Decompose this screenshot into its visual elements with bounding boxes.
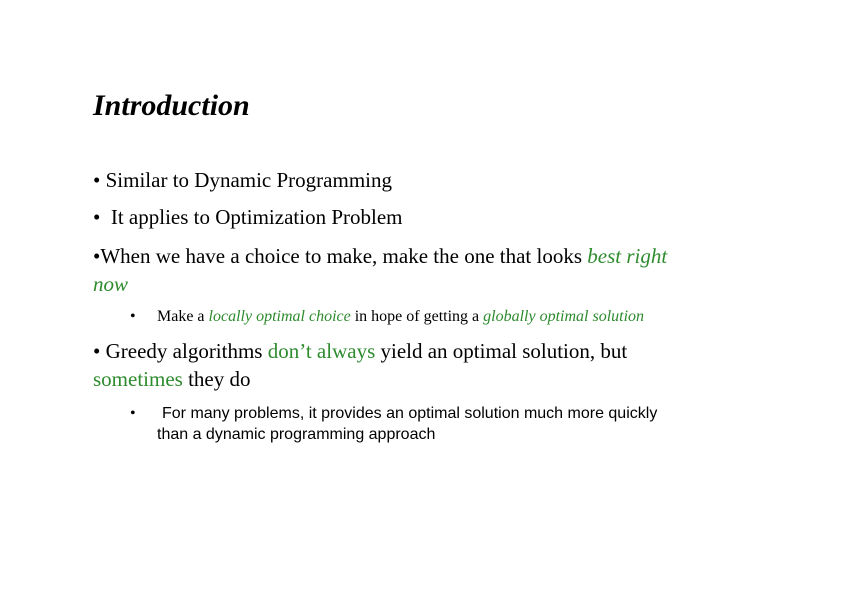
emphasis-now: now — [93, 272, 129, 296]
spacer — [100, 205, 111, 229]
bullet-text: Similar to Dynamic Programming — [105, 168, 392, 192]
bullet-text: Make a — [157, 308, 209, 325]
sub-bullet-many-problems — [130, 403, 820, 445]
emphasis-best-right: best right — [587, 244, 668, 268]
slide-title: Introduction — [93, 89, 250, 122]
bullet-text: they do — [182, 367, 251, 391]
bullet-marker: • — [93, 339, 101, 363]
bullet-text: When we have a choice to make, make the one that looks — [100, 244, 588, 268]
bullet-marker: • — [130, 405, 136, 422]
bullet-marker: • — [93, 244, 101, 268]
emphasis-globally-optimal: globally optimal solution — [483, 308, 645, 325]
bullet-similar-dp — [93, 166, 392, 194]
bullet-text-line2: than a dynamic programming approach — [157, 426, 436, 443]
bullet-greedy-line1 — [93, 337, 627, 365]
bullet-text-line1: For many problems, it provides an optimal solution much more quickly — [162, 405, 658, 422]
bullet-choice-line2 — [93, 270, 128, 298]
bullet-text: yield an optimal solution, but — [375, 339, 628, 363]
emphasis-sometimes: sometimes — [93, 367, 183, 391]
bullet-greedy-line2 — [93, 365, 250, 393]
bullet-text: in hope of getting a — [350, 308, 484, 325]
bullet-text: Greedy algorithms — [105, 339, 268, 363]
emphasis-locally-optimal: locally optimal choice — [208, 308, 351, 325]
emphasis-dont-always: don’t always — [267, 339, 376, 363]
sub-bullet-locally-optimal — [130, 306, 830, 327]
bullet-text: It applies to Optimization Problem — [110, 205, 403, 229]
bullet-marker: • — [93, 205, 101, 229]
bullet-marker: • — [93, 168, 101, 192]
bullet-choice-line1 — [93, 242, 667, 270]
bullet-optimization-problem — [93, 203, 402, 231]
bullet-marker: • — [130, 308, 136, 325]
